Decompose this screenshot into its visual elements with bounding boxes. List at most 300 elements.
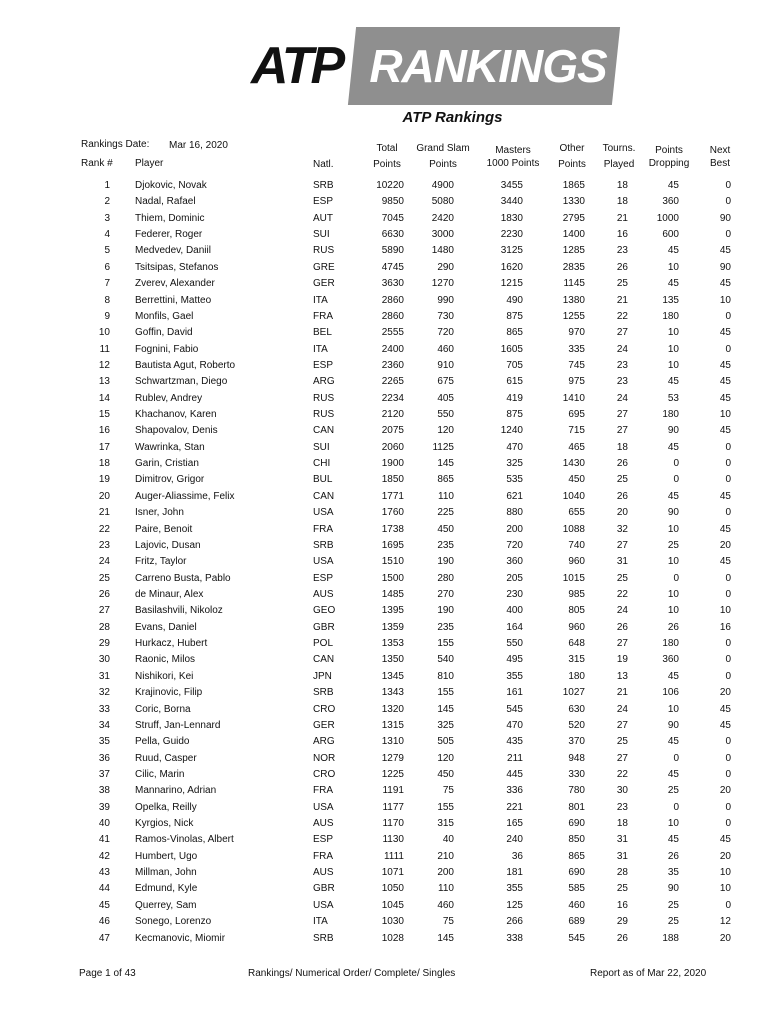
tourns-played-cell: 24: [616, 703, 628, 715]
next-best-cell: 45: [719, 376, 731, 388]
table-row: [0, 194, 768, 210]
points-dropping-cell: 35: [667, 867, 679, 879]
tourns-played-cell: 24: [616, 343, 628, 355]
natl-cell: GBR: [313, 883, 335, 895]
footer-report-date: Report as of Mar 22, 2020: [590, 968, 707, 979]
total-points-cell: 1695: [381, 539, 404, 551]
rank-cell: 17: [98, 441, 110, 453]
tourns-played-cell: 24: [616, 392, 628, 404]
tourns-played-cell: 29: [616, 916, 628, 928]
natl-cell: AUS: [313, 818, 334, 830]
total-points-cell: 2400: [381, 343, 404, 355]
next-best-cell: 0: [725, 180, 731, 191]
rank-cell: 30: [98, 654, 110, 666]
grand-slam-cell: 990: [437, 294, 454, 306]
rank-cell: 10: [98, 327, 110, 339]
other-points-cell: 655: [568, 507, 585, 519]
natl-cell: GEO: [313, 605, 336, 617]
table-row: [0, 276, 768, 292]
other-points-cell: 689: [568, 916, 585, 928]
player-cell: Struff, Jan-Lennard: [135, 719, 221, 731]
tourns-played-cell: 27: [616, 425, 628, 437]
rank-cell: 26: [98, 588, 110, 600]
rank-cell: 24: [98, 556, 110, 568]
grand-slam-cell: 225: [437, 507, 454, 519]
masters-cell: 720: [506, 539, 523, 551]
other-points-cell: 1255: [562, 310, 585, 322]
rank-cell: 43: [98, 867, 110, 879]
tourns-played-cell: 21: [616, 687, 628, 699]
total-points-cell: 1900: [381, 458, 404, 470]
other-points-cell: 1088: [562, 523, 585, 535]
header-other: Other Points: [558, 143, 586, 170]
table-row: [0, 538, 768, 554]
player-cell: Hurkacz, Hubert: [135, 638, 208, 650]
rankings-date-value: Mar 16, 2020: [169, 140, 228, 151]
next-best-cell: 0: [725, 441, 731, 453]
other-points-cell: 1330: [562, 196, 585, 208]
total-points-cell: 10220: [376, 180, 404, 191]
grand-slam-cell: 505: [437, 736, 454, 748]
total-points-cell: 1343: [381, 687, 404, 699]
other-points-cell: 975: [568, 376, 585, 388]
points-dropping-cell: 180: [662, 310, 679, 322]
table-row: [0, 767, 768, 783]
tourns-played-cell: 21: [616, 294, 628, 306]
table-row: [0, 702, 768, 718]
total-points-cell: 1111: [383, 850, 404, 862]
rank-cell: 41: [98, 834, 110, 846]
points-dropping-cell: 0: [673, 474, 679, 486]
points-dropping-cell: 10: [667, 703, 679, 715]
table-row: [0, 211, 768, 227]
total-points-cell: 1359: [381, 621, 404, 633]
total-points-cell: 1191: [382, 785, 404, 797]
next-best-cell: 10: [719, 605, 731, 617]
natl-cell: ITA: [313, 916, 328, 928]
player-cell: Querrey, Sam: [135, 899, 197, 911]
rank-cell: 6: [104, 261, 110, 273]
tourns-played-cell: 23: [616, 359, 628, 371]
header-total: Total Points: [373, 143, 401, 170]
footer-center: Rankings/ Numerical Order/ Complete/ Singles: [248, 968, 456, 979]
next-best-cell: 0: [725, 507, 731, 519]
player-cell: Millman, John: [135, 867, 197, 879]
total-points-cell: 2075: [381, 425, 404, 437]
rank-cell: 25: [98, 572, 110, 584]
natl-cell: CAN: [313, 490, 335, 502]
natl-cell: BEL: [313, 327, 332, 339]
total-points-cell: 9850: [381, 196, 404, 208]
points-dropping-cell: 180: [662, 638, 679, 650]
masters-cell: 470: [506, 719, 523, 731]
other-points-cell: 1027: [562, 687, 585, 699]
total-points-cell: 1345: [381, 670, 404, 682]
next-best-cell: 20: [719, 850, 731, 862]
grand-slam-cell: 730: [437, 310, 454, 322]
table-row: [0, 783, 768, 799]
masters-cell: 550: [506, 638, 523, 650]
table-row: [0, 669, 768, 685]
points-dropping-cell: 1000: [656, 212, 679, 224]
total-points-cell: 1315: [381, 719, 404, 731]
next-best-cell: 45: [719, 719, 731, 731]
natl-cell: SUI: [313, 441, 330, 453]
other-points-cell: 335: [568, 343, 585, 355]
total-points-cell: 2060: [381, 441, 404, 453]
header-natl: Natl.: [313, 159, 334, 170]
rank-cell: 3: [104, 212, 110, 224]
rank-cell: 20: [98, 490, 110, 502]
next-best-cell: 20: [719, 785, 731, 797]
tourns-played-cell: 16: [616, 899, 628, 911]
masters-cell: 221: [506, 801, 523, 813]
points-dropping-cell: 10: [667, 327, 679, 339]
total-points-cell: 4745: [381, 261, 404, 273]
total-points-cell: 2360: [381, 359, 404, 371]
natl-cell: ARG: [313, 376, 335, 388]
table-row: [0, 914, 768, 930]
masters-cell: 200: [506, 523, 523, 535]
header-rank: Rank #: [81, 158, 113, 169]
other-points-cell: 960: [568, 556, 585, 568]
total-points-cell: 1510: [381, 556, 404, 568]
total-points-cell: 1170: [382, 818, 404, 830]
tourns-played-cell: 23: [616, 801, 628, 813]
player-cell: Krajinovic, Filip: [135, 687, 203, 699]
table-row: [0, 587, 768, 603]
grand-slam-cell: 290: [437, 261, 454, 273]
next-best-cell: 45: [719, 245, 731, 257]
points-dropping-cell: 0: [673, 752, 679, 764]
player-cell: de Minaur, Alex: [135, 588, 204, 600]
points-dropping-cell: 26: [667, 850, 679, 862]
rank-cell: 29: [98, 638, 110, 650]
table-row: [0, 456, 768, 472]
rank-cell: 37: [98, 768, 110, 780]
total-points-cell: 2265: [381, 376, 404, 388]
grand-slam-cell: 75: [442, 916, 454, 928]
masters-cell: 875: [506, 310, 523, 322]
tourns-played-cell: 31: [616, 834, 628, 846]
total-points-cell: 2860: [381, 294, 404, 306]
next-best-cell: 90: [719, 261, 731, 273]
player-cell: Paire, Benoit: [135, 523, 193, 535]
tourns-played-cell: 18: [616, 180, 628, 191]
other-points-cell: 1015: [562, 572, 585, 584]
total-points-cell: 1500: [381, 572, 404, 584]
next-best-cell: 0: [725, 638, 731, 650]
grand-slam-cell: 235: [437, 539, 454, 551]
table-row: [0, 816, 768, 832]
total-points-cell: 3630: [381, 278, 404, 290]
player-cell: Rublev, Andrey: [135, 392, 203, 404]
masters-cell: 360: [506, 556, 523, 568]
grand-slam-cell: 5080: [431, 196, 454, 208]
tourns-played-cell: 24: [616, 605, 628, 617]
rank-cell: 36: [98, 752, 110, 764]
natl-cell: CAN: [313, 425, 335, 437]
rank-cell: 28: [98, 621, 110, 633]
rank-cell: 22: [98, 523, 110, 535]
masters-cell: 1215: [500, 278, 523, 290]
total-points-cell: 1350: [381, 654, 404, 666]
rank-cell: 33: [98, 703, 110, 715]
player-cell: Nishikori, Kei: [135, 670, 194, 682]
masters-cell: 1240: [500, 425, 523, 437]
points-dropping-cell: 45: [667, 180, 679, 191]
natl-cell: POL: [313, 638, 334, 650]
tourns-played-cell: 26: [616, 458, 628, 470]
table-row: [0, 243, 768, 259]
player-cell: Fognini, Fabio: [135, 343, 199, 355]
grand-slam-cell: 450: [437, 768, 454, 780]
next-best-cell: 0: [725, 572, 731, 584]
rank-cell: 18: [98, 458, 110, 470]
grand-slam-cell: 155: [437, 687, 454, 699]
rankings-logo-text: RANKINGS: [369, 40, 607, 92]
table-row: [0, 849, 768, 865]
rank-cell: 39: [98, 801, 110, 813]
grand-slam-cell: 810: [437, 670, 454, 682]
player-cell: Humbert, Ugo: [135, 850, 198, 862]
points-dropping-cell: 10: [667, 343, 679, 355]
next-best-cell: 45: [719, 703, 731, 715]
table-row: [0, 898, 768, 914]
points-dropping-cell: 26: [667, 621, 679, 633]
tourns-played-cell: 25: [616, 474, 628, 486]
other-points-cell: 330: [568, 768, 585, 780]
points-dropping-cell: 135: [662, 294, 679, 306]
rank-cell: 2: [104, 196, 110, 208]
tourns-played-cell: 22: [616, 588, 628, 600]
rank-cell: 9: [104, 310, 110, 322]
next-best-cell: 0: [725, 801, 731, 813]
total-points-cell: 6630: [381, 229, 404, 241]
table-row: [0, 440, 768, 456]
grand-slam-cell: 550: [437, 409, 454, 421]
total-points-cell: 7045: [381, 212, 404, 224]
next-best-cell: 20: [719, 687, 731, 699]
other-points-cell: 715: [568, 425, 585, 437]
rank-cell: 7: [104, 278, 110, 290]
player-cell: Medvedev, Daniil: [135, 245, 211, 257]
next-best-cell: 0: [725, 474, 731, 486]
natl-cell: SUI: [313, 229, 330, 241]
next-best-cell: 45: [719, 392, 731, 404]
other-points-cell: 180: [568, 670, 585, 682]
natl-cell: CRO: [313, 768, 336, 780]
masters-cell: 3440: [500, 196, 523, 208]
total-points-cell: 1760: [381, 507, 404, 519]
other-points-cell: 850: [568, 834, 585, 846]
natl-cell: USA: [313, 899, 334, 911]
masters-cell: 355: [506, 670, 523, 682]
points-dropping-cell: 0: [673, 572, 679, 584]
natl-cell: RUS: [313, 245, 335, 257]
grand-slam-cell: 120: [437, 752, 454, 764]
player-cell: Ramos-Vinolas, Albert: [135, 834, 234, 846]
player-cell: Goffin, David: [135, 327, 193, 339]
table-row: [0, 260, 768, 276]
header-grand-slam: Grand Slam Points: [416, 143, 470, 170]
table-row: [0, 800, 768, 816]
tourns-played-cell: 25: [616, 736, 628, 748]
grand-slam-cell: 2420: [431, 212, 454, 224]
natl-cell: GRE: [313, 261, 335, 273]
masters-cell: 705: [506, 359, 523, 371]
points-dropping-cell: 45: [667, 736, 679, 748]
other-points-cell: 801: [568, 801, 585, 813]
grand-slam-cell: 190: [437, 605, 454, 617]
player-cell: Coric, Borna: [135, 703, 191, 715]
player-cell: Edmund, Kyle: [135, 883, 198, 895]
natl-cell: USA: [313, 556, 334, 568]
next-best-cell: 0: [725, 768, 731, 780]
points-dropping-cell: 45: [667, 441, 679, 453]
player-cell: Carreno Busta, Pablo: [135, 572, 231, 584]
natl-cell: GER: [313, 719, 335, 731]
next-best-cell: 45: [719, 523, 731, 535]
tourns-played-cell: 27: [616, 539, 628, 551]
next-best-cell: 45: [719, 327, 731, 339]
next-best-cell: 12: [719, 916, 731, 928]
rank-cell: 45: [98, 899, 110, 911]
player-cell: Federer, Roger: [135, 229, 203, 241]
natl-cell: GER: [313, 278, 335, 290]
table-row: [0, 522, 768, 538]
grand-slam-cell: 325: [437, 719, 454, 731]
masters-cell: 355: [506, 883, 523, 895]
other-points-cell: 648: [568, 638, 585, 650]
other-points-cell: 520: [568, 719, 585, 731]
tourns-played-cell: 27: [616, 409, 628, 421]
player-cell: Pella, Guido: [135, 736, 190, 748]
grand-slam-cell: 145: [437, 932, 454, 944]
masters-cell: 400: [506, 605, 523, 617]
masters-cell: 338: [506, 932, 523, 944]
header-player: Player: [135, 158, 164, 169]
next-best-cell: 0: [725, 310, 731, 322]
next-best-cell: 10: [719, 294, 731, 306]
next-best-cell: 0: [725, 899, 731, 911]
player-cell: Kecmanovic, Miomir: [135, 932, 226, 944]
total-points-cell: 1028: [381, 932, 404, 944]
player-cell: Shapovalov, Denis: [135, 425, 218, 437]
player-cell: Dimitrov, Grigor: [135, 474, 205, 486]
grand-slam-cell: 720: [437, 327, 454, 339]
natl-cell: CAN: [313, 654, 335, 666]
rank-cell: 5: [104, 245, 110, 257]
natl-cell: AUS: [313, 867, 334, 879]
table-row: [0, 832, 768, 848]
other-points-cell: 370: [568, 736, 585, 748]
grand-slam-cell: 270: [437, 588, 454, 600]
points-dropping-cell: 10: [667, 588, 679, 600]
tourns-played-cell: 25: [616, 278, 628, 290]
player-cell: Wawrinka, Stan: [135, 441, 205, 453]
total-points-cell: 1071: [381, 867, 404, 879]
tourns-played-cell: 30: [616, 785, 628, 797]
total-points-cell: 1050: [381, 883, 404, 895]
tourns-played-cell: 13: [616, 670, 628, 682]
masters-cell: 545: [506, 703, 523, 715]
masters-cell: 865: [506, 327, 523, 339]
table-row: [0, 309, 768, 325]
rank-cell: 1: [104, 180, 110, 191]
total-points-cell: 1310: [381, 736, 404, 748]
masters-cell: 181: [506, 867, 523, 879]
natl-cell: ESP: [313, 196, 334, 208]
other-points-cell: 1380: [562, 294, 585, 306]
table-row: [0, 571, 768, 587]
total-points-cell: 1177: [382, 801, 404, 813]
next-best-cell: 0: [725, 670, 731, 682]
other-points-cell: 960: [568, 621, 585, 633]
points-dropping-cell: 0: [673, 458, 679, 470]
points-dropping-cell: 25: [667, 899, 679, 911]
rank-cell: 34: [98, 719, 110, 731]
next-best-cell: 0: [725, 588, 731, 600]
grand-slam-cell: 280: [437, 572, 454, 584]
other-points-cell: 740: [568, 539, 585, 551]
natl-cell: USA: [313, 801, 334, 813]
grand-slam-cell: 865: [437, 474, 454, 486]
player-cell: Monfils, Gael: [135, 310, 194, 322]
header-masters: Masters 1000 Points: [486, 145, 540, 169]
points-dropping-cell: 360: [662, 196, 679, 208]
tourns-played-cell: 27: [616, 638, 628, 650]
grand-slam-cell: 1125: [432, 441, 454, 453]
tourns-played-cell: 19: [616, 654, 628, 666]
next-best-cell: 20: [719, 539, 731, 551]
next-best-cell: 0: [725, 229, 731, 241]
masters-cell: 1830: [500, 212, 523, 224]
points-dropping-cell: 45: [667, 376, 679, 388]
rankings-table: [0, 178, 768, 947]
masters-cell: 470: [506, 441, 523, 453]
header-next-best: Next Best: [709, 145, 731, 169]
other-points-cell: 865: [568, 850, 585, 862]
grand-slam-cell: 1270: [431, 278, 454, 290]
grand-slam-cell: 110: [438, 490, 454, 502]
masters-cell: 161: [506, 687, 523, 699]
other-points-cell: 695: [568, 409, 585, 421]
masters-cell: 205: [506, 572, 523, 584]
masters-cell: 875: [506, 409, 523, 421]
rank-cell: 35: [98, 736, 110, 748]
total-points-cell: 2860: [381, 310, 404, 322]
masters-cell: 615: [506, 376, 523, 388]
player-cell: Thiem, Dominic: [135, 212, 205, 224]
grand-slam-cell: 460: [437, 343, 454, 355]
grand-slam-cell: 540: [437, 654, 454, 666]
next-best-cell: 10: [719, 883, 731, 895]
natl-cell: ESP: [313, 359, 334, 371]
masters-cell: 535: [506, 474, 523, 486]
rankings-date-label: Rankings Date:: [81, 139, 150, 150]
rank-cell: 38: [98, 785, 110, 797]
masters-cell: 325: [506, 458, 523, 470]
player-cell: Schwartzman, Diego: [135, 376, 228, 388]
table-row: [0, 931, 768, 947]
tourns-played-cell: 26: [616, 932, 628, 944]
other-points-cell: 970: [568, 327, 585, 339]
player-cell: Ruud, Casper: [135, 752, 197, 764]
table-row: [0, 178, 768, 194]
natl-cell: NOR: [313, 752, 336, 764]
masters-cell: 419: [506, 392, 523, 404]
